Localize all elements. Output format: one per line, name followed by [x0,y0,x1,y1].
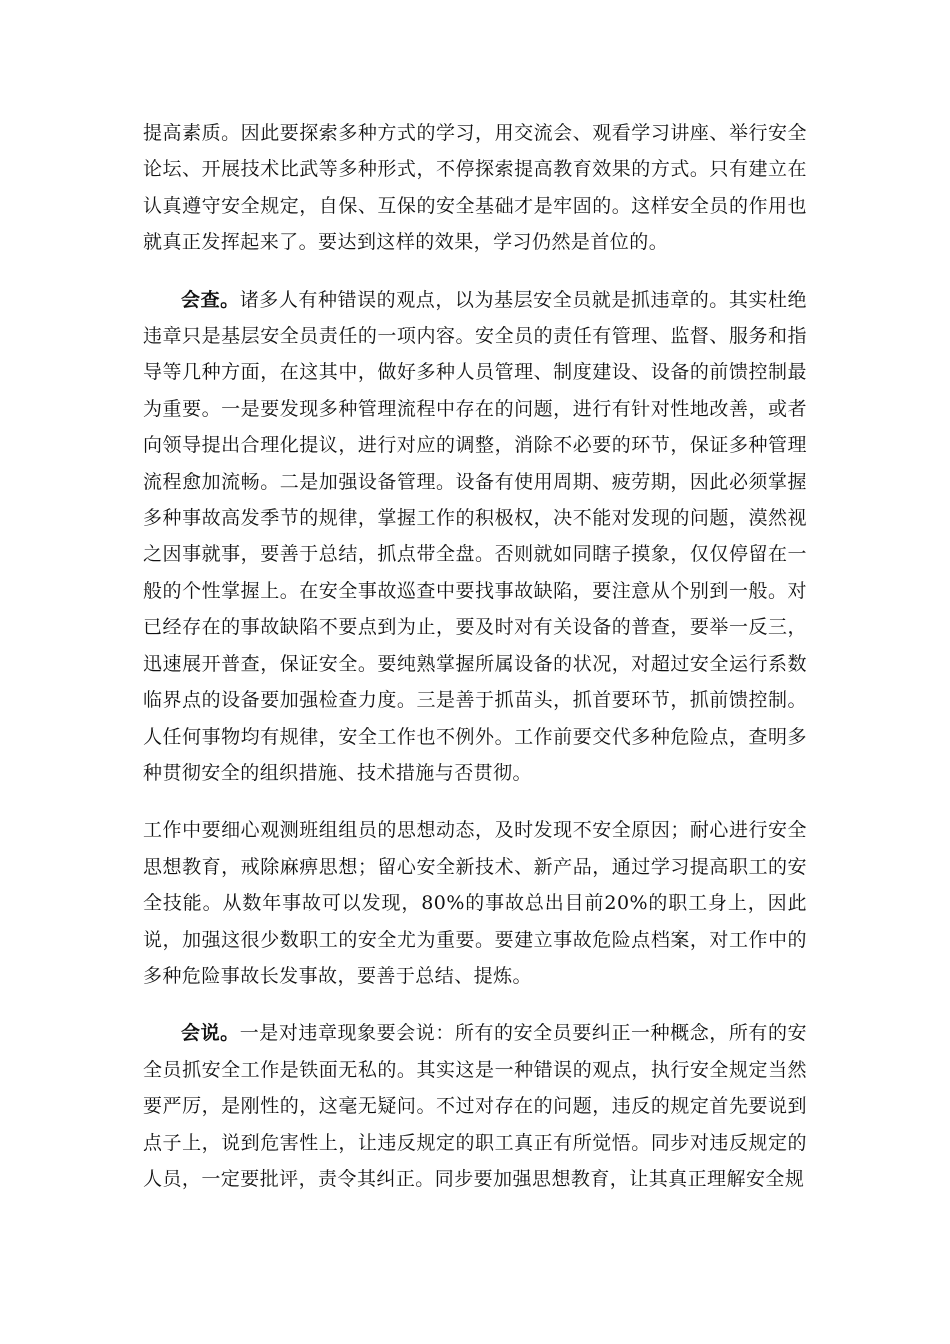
paragraph-1-text: 提高素质。因此要探索多种方式的学习，用交流会、观看学习讲座、举行安全论坛、开展技术比武等多种形式，不停探索提高教育效果的方式。只有建立在认真遵守安全规定，自保、互保的安全基础才是牢固的。这样安全员的作用也就真正发挥起来了。要达到这样的效果，学习仍然是首位的。 [143,122,807,254]
paragraph-4 [143,1015,807,1197]
paragraph-1 [143,115,807,261]
paragraph-4-lead: 会说。 [181,1022,240,1045]
paragraph-2-lead: 会查。 [181,288,240,311]
paragraph-2-text: 诸多人有种错误的观点，以为基层安全员就是抓违章的。其实杜绝违章只是基层安全员责任的一项内容。安全员的责任有管理、监督、服务和指导等几种方面，在这其中，做好多种人员管理、制度建设、设备的前馈控制最为重要。一是要发现多种管理流程中存在的问题，进行有针对性地改善，或者向领导提出合理化提议，进行对应的调整，消除不必要的环节，保证多种管理流程愈加流畅。二是加强设备管理。设备有使用周期、疲劳期，因此必须掌握多种事故高发季节的规律，掌握工作的积极权，决不能对发现的问题，漠然视之因事就事，要善于总结，抓点带全盘。否则就如同瞎子摸象，仅仅停留在一般的个性掌握上。在安全事故巡查中要找事故缺陷，要注意从个别到一般。对已经存在的事故缺陷不要点到为止，要及时对有关设备的普查，要举一反三，迅速展开普查，保证安全。要纯熟掌握所属设备的状况，对超过安全运行系数临界点的设备要加强检查力度。三是善于抓苗头，抓首要环节，抓前馈控制。人任何事物均有规律，安全工作也不例外。工作前要交代多种危险点，查明多种贯彻安全的组织措施、技术措施与否贯彻。 [143,288,807,784]
paragraph-4-text: 一是对违章现象要会说：所有的安全员要纠正一种概念，所有的安全员抓安全工作是铁面无私的。其实这是一种错误的观点，执行安全规定当然要严厉，是刚性的，这毫无疑问。不过对存在的问题，违反的规定首先要说到点子上，说到危害性上，让违反规定的职工真正有所觉悟。同步对违反规定的人员，一定要批评，责令其纠正。同步要加强思想教育，让其真正理解安全规 [143,1022,807,1190]
document-body [143,115,807,1218]
paragraph-3-text: 工作中要细心观测班组组员的思想动态，及时发现不安全原因；耐心进行安全思想教育，戒除麻痹思想；留心安全新技术、新产品，通过学习提高职工的安全技能。从数年事故可以发现，80%的事故总出目前20%的职工身上，因此说，加强这很少数职工的安全尤为重要。要建立事故危险点档案，对工作中的多种危险事故长发事故，要善于总结、提炼。 [143,819,807,987]
paragraph-2 [143,282,807,792]
paragraph-3 [143,812,807,994]
